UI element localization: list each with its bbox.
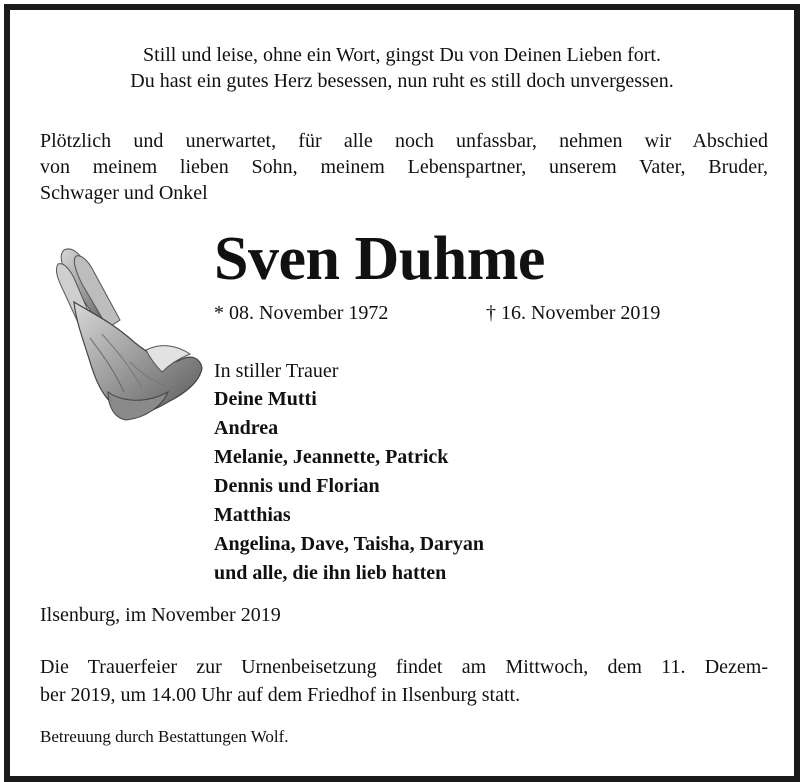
- obituary-notice: [4, 4, 800, 782]
- intro-line: Schwager und Onkel: [40, 182, 208, 204]
- birth-date: * 08. November 1972: [214, 302, 389, 324]
- praying-hands-icon: [50, 242, 210, 427]
- mourner-entry: Deine Mutti: [214, 388, 317, 410]
- ceremony-info: [40, 653, 768, 709]
- mourner-entry: Angelina, Dave, Taisha, Daryan: [214, 533, 485, 555]
- place-date: Ilsenburg, im November 2019: [40, 604, 281, 626]
- motto-line-1: Still und leise, ohne ein Wort, gingst Du von Deinen Lieben fort.: [143, 44, 661, 66]
- ceremony-line: ber 2019, um 14.00 Uhr auf dem Friedhof in Ilsenburg statt.: [40, 684, 521, 706]
- intro-line: Plötzlich und unerwartet, für alle noch unfassbar, nehmen wir Abschied: [40, 130, 768, 152]
- mourners-intro: In stiller Trauer: [214, 360, 339, 382]
- mourner-entry: Matthias: [214, 504, 291, 526]
- intro-text: [40, 128, 768, 206]
- mourner-entry: und alle, die ihn lieb hatten: [214, 562, 447, 584]
- mourner-entry: Melanie, Jeannette, Patrick: [214, 446, 449, 468]
- intro-line: von meinem lieben Sohn, meinem Lebenspartner, unserem Vater, Bruder,: [40, 156, 768, 178]
- motto-line-2: Du hast ein gutes Herz besessen, nun ruht es still doch unvergessen.: [130, 70, 674, 92]
- funeral-home-note: Betreuung durch Bestattungen Wolf.: [40, 727, 289, 746]
- death-date: † 16. November 2019: [486, 302, 661, 324]
- mourner-entry: Andrea: [214, 417, 279, 439]
- ceremony-line: Die Trauerfeier zur Urnenbeisetzung findet am Mittwoch, dem 11. Dezem-: [40, 656, 768, 678]
- mourners-list: [214, 385, 484, 588]
- deceased-name: Sven Duhme: [214, 225, 545, 293]
- mourner-entry: Dennis und Florian: [214, 475, 380, 497]
